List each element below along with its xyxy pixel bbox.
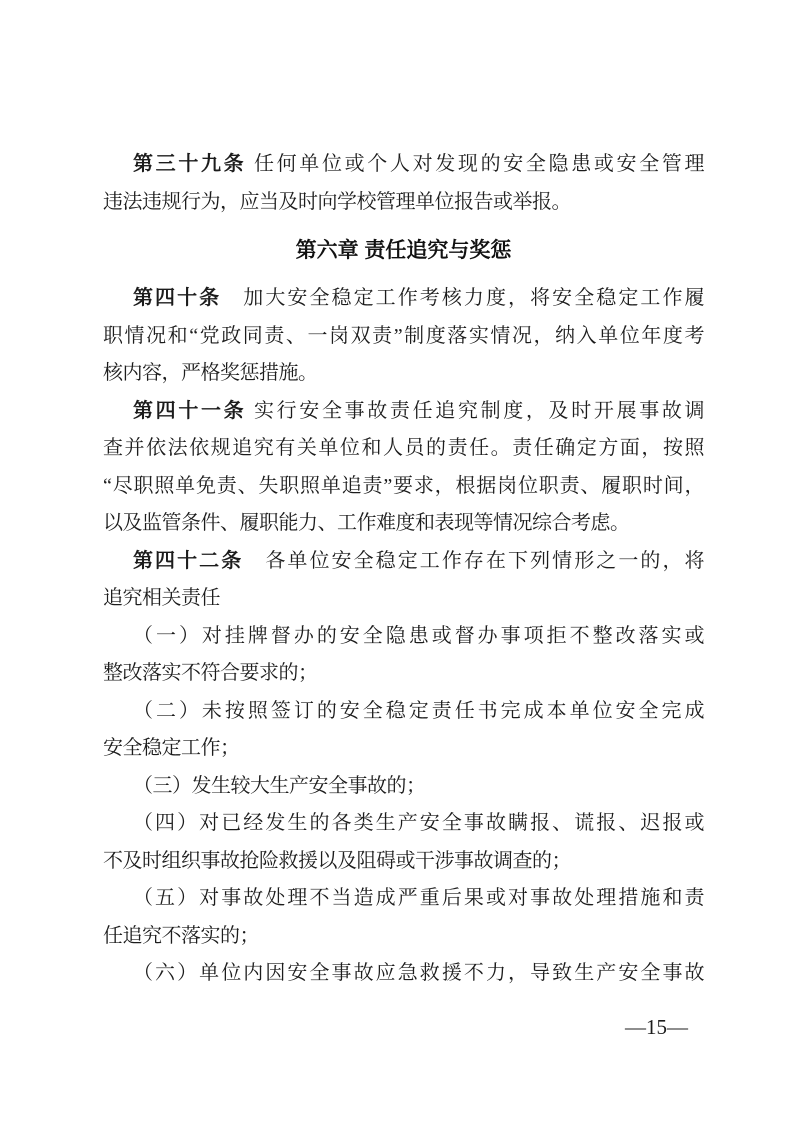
text-line xyxy=(103,184,704,222)
para-article-39 xyxy=(103,146,704,221)
document-body xyxy=(103,146,704,993)
text-segment: 违法违规行为，应当及时向学校管理单位报告或举报。 xyxy=(103,190,571,213)
para-item-3 xyxy=(103,768,704,806)
text-line xyxy=(103,280,704,318)
text-line xyxy=(103,618,704,656)
text-line xyxy=(103,468,704,506)
text-segment: （五）对事故处理不当造成严重后果或对事故处理措施和责 xyxy=(133,887,704,909)
text-line xyxy=(103,580,704,618)
text-segment: （一）对挂牌督办的安全隐患或督办事项拒不整改落实或 xyxy=(133,624,704,647)
text-segment: （二）未按照签订的安全稳定责任书完成本单位安全完成 xyxy=(133,699,704,722)
text-segment: 职情况和“党政同责、一岗双责”制度落实情况，纳入单位年度考 xyxy=(103,324,704,347)
text-line xyxy=(103,955,704,993)
text-line xyxy=(103,805,704,843)
para-item-2 xyxy=(103,693,704,768)
text-line xyxy=(103,393,704,431)
text-line xyxy=(103,318,704,356)
text-segment: 整改落实不符合要求的； xyxy=(103,662,318,684)
para-article-42 xyxy=(103,543,704,618)
article-number: 第四十一条 xyxy=(133,399,247,422)
article-number: 第四十条 xyxy=(133,287,222,309)
text-segment: 不及时组织事故抢险救援以及阻碍或干涉事故调查的； xyxy=(103,849,571,872)
text-line xyxy=(103,843,704,881)
text-line xyxy=(103,146,704,184)
text-line xyxy=(103,543,704,581)
text-segment: 加大安全稳定工作考核力度，将安全稳定工作履 xyxy=(221,287,705,309)
para-item-5 xyxy=(103,880,704,955)
article-number: 第三十九条 xyxy=(133,153,247,175)
text-line xyxy=(103,693,704,731)
para-item-4 xyxy=(103,805,704,880)
text-line xyxy=(103,918,704,956)
text-line xyxy=(103,880,704,918)
text-segment: （六）单位内因安全事故应急救援不力，导致生产安全事故 xyxy=(133,962,704,984)
text-segment: 任何单位或个人对发现的安全隐患或安全管理 xyxy=(246,153,705,175)
text-segment: 以及监管条件、履职能力、工作难度和表现等情况综合考虑。 xyxy=(103,512,630,534)
text-segment: 核内容，严格奖惩措施。 xyxy=(103,362,318,384)
text-line xyxy=(103,655,704,693)
text-line xyxy=(103,355,704,393)
para-item-1 xyxy=(103,618,704,693)
article-number: 第四十二条 xyxy=(133,549,244,572)
para-article-41 xyxy=(103,393,704,543)
text-segment: 实行安全事故责任追究制度，及时开展事故调 xyxy=(246,399,705,422)
text-segment: （四）对已经发生的各类生产安全事故瞒报、谎报、迟报或 xyxy=(133,812,704,834)
text-segment: 各单位安全稳定工作存在下列情形之一的，将 xyxy=(243,549,705,572)
text-segment: 追究相关责任 xyxy=(103,587,220,609)
text-segment: “尽职照单免责、失职照单追责”要求，根据岗位职责、履职时间， xyxy=(103,474,704,497)
para-article-40 xyxy=(103,280,704,393)
text-segment: 安全稳定工作； xyxy=(103,737,240,759)
page-number: —15— xyxy=(625,1015,688,1039)
text-line xyxy=(103,430,704,468)
para-item-6 xyxy=(103,955,704,993)
chapter-heading: 第六章 责任追究与奖惩 xyxy=(295,239,512,262)
text-segment: 任追究不落实的； xyxy=(103,924,259,947)
text-line xyxy=(103,505,704,543)
text-line xyxy=(103,768,704,806)
text-segment: 查并依法依规追究有关单位和人员的责任。责任确定方面，按照 xyxy=(103,437,704,459)
text-line xyxy=(103,730,704,768)
text-segment: （三）发生较大生产安全事故的； xyxy=(133,774,426,797)
